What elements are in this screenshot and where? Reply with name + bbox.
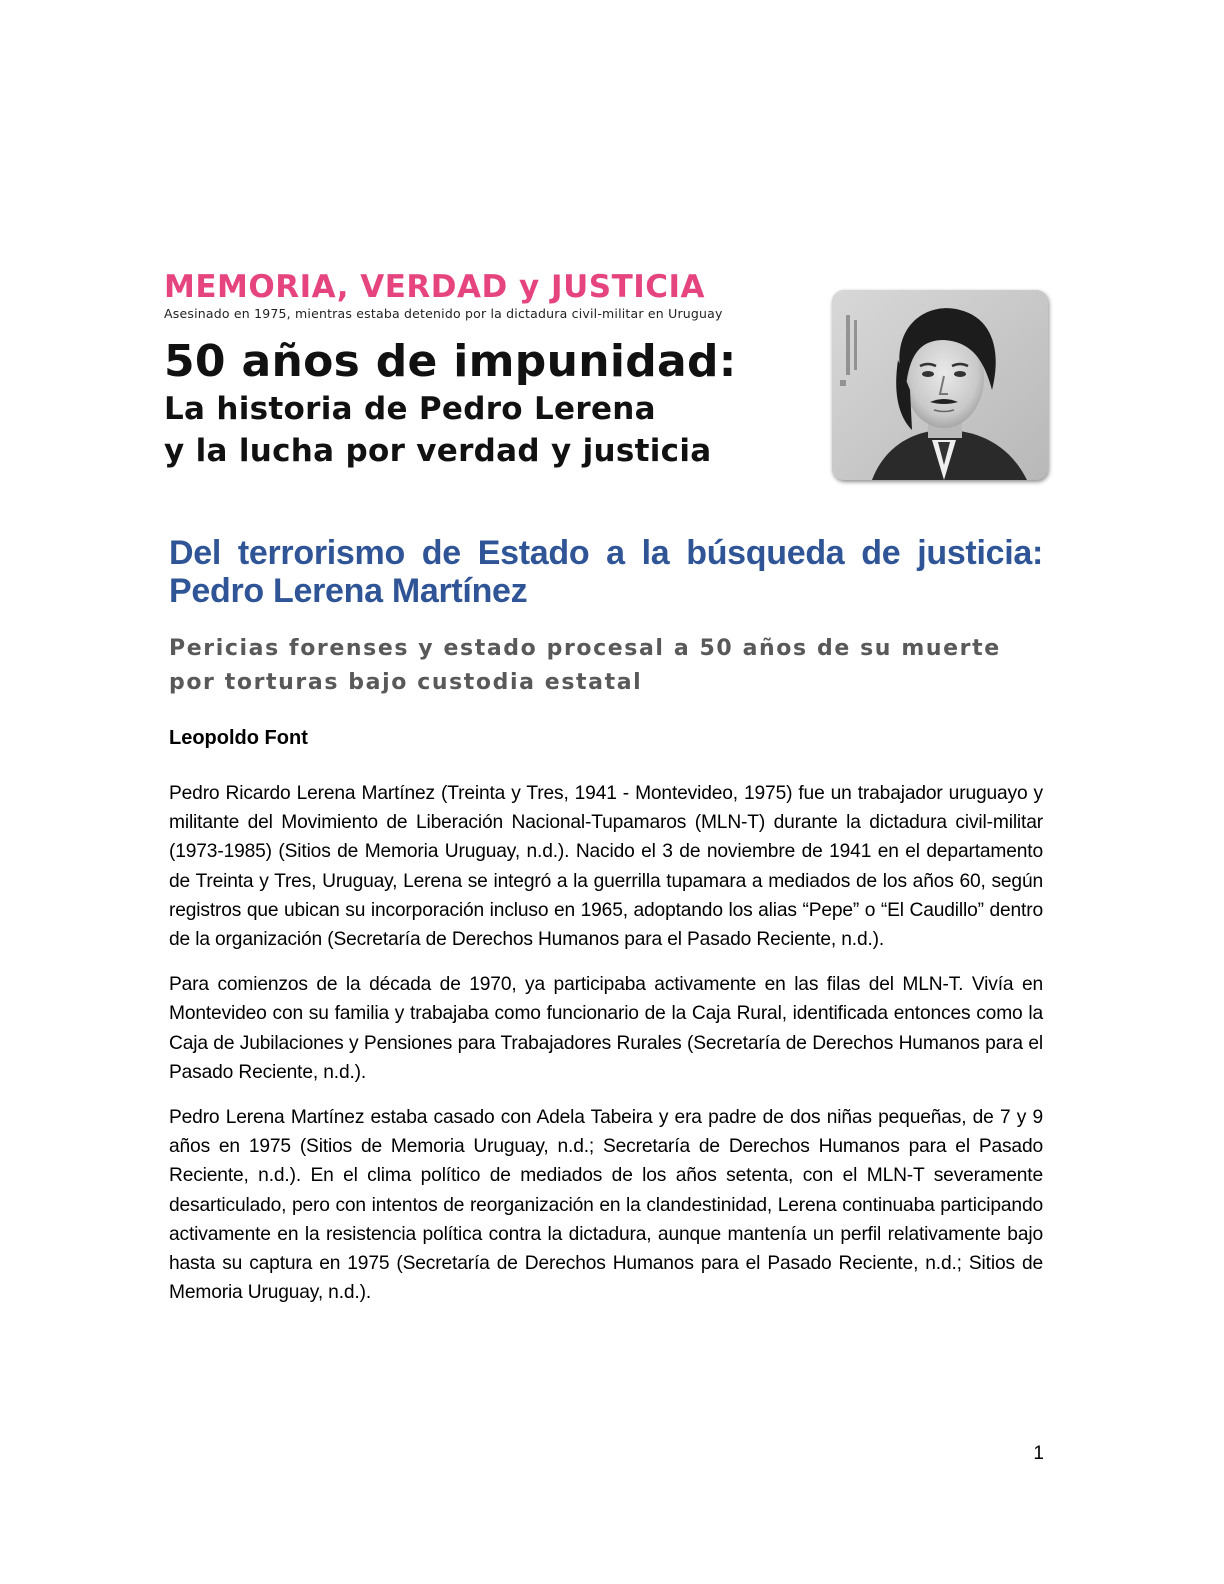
article-subtitle: Pericias forenses y estado procesal a 50 años de su muerte por torturas bajo custodia estatal — [169, 636, 1001, 695]
header-banner — [164, 268, 1050, 498]
banner-kicker-subtitle: Asesinado en 1975, mientras estaba detenido por la dictadura civil-militar en Uruguay — [164, 306, 723, 321]
article-author: Leopoldo Font — [169, 727, 308, 749]
portrait-illustration — [832, 290, 1048, 480]
article-body — [169, 534, 1043, 1307]
banner-title: 50 años de impunidad: — [164, 336, 737, 387]
banner-kicker: MEMORIA, VERDAD y JUSTICIA — [164, 269, 706, 305]
paragraph-3: Pedro Lerena Martínez estaba casado con Adela Tabeira y era padre de dos niñas pequeñas, de 7 y 9 años en 1975 (Sitios de Memoria Uruguay, n.d.; Secretaría de Derechos Humanos para el Pasado Reciente, n.d.). En el clima político de mediados de los años setenta, con el MLN-T severamente desarticulado, pero con intentos de reorganización en la clandestinidad, Lerena continuaba participando activamente en la resistencia política contra la dictadura, aunque mantenía un perfil relativamente bajo hasta su captura en 1975 (Secretaría de Derechos Humanos para el Pasado Reciente, n.d.; Sitios de Memoria Uruguay, n.d.). — [169, 1107, 1043, 1304]
portrait-photo — [832, 290, 1048, 480]
banner-text — [164, 268, 824, 472]
banner-subtitle-line2: y la lucha por verdad y justicia — [164, 433, 712, 469]
banner-subtitle-line1: La historia de Pedro Lerena — [164, 391, 656, 427]
paragraph-1: Pedro Ricardo Lerena Martínez (Treinta y Tres, 1941 - Montevideo, 1975) fue un trabajador uruguayo y militante del Movimiento de Liberación Nacional-Tupamaros (MLN-T) durante la dictadura civil-militar (1973-1985) (Sitios de Memoria Uruguay, n.d.). Nacido el 3 de noviembre de 1941 en el departamento de Treinta y Tres, Uruguay, Lerena se integró a la guerrilla tupamara a mediados de los años 60, según registros que ubican su incorporación incluso en 1965, adoptando los alias “Pepe” o “El Caudillo” dentro de la organización (Secretaría de Derechos Humanos para el Pasado Reciente, n.d.). — [169, 783, 1043, 951]
paragraph-2: Para comienzos de la década de 1970, ya participaba activamente en las filas del MLN-T. Vivía en Montevideo con su familia y trabajaba como funcionario de la Caja Rural, identificada entonces como la Caja de Jubilaciones y Pensiones para Trabajadores Rurales (Secretaría de Derechos Humanos para el Pasado Reciente, n.d.). — [169, 974, 1043, 1083]
page-number: 1 — [1033, 1443, 1044, 1464]
article-title: Del terrorismo de Estado a la búsqueda de justicia: Pedro Lerena Martínez — [169, 534, 1043, 610]
